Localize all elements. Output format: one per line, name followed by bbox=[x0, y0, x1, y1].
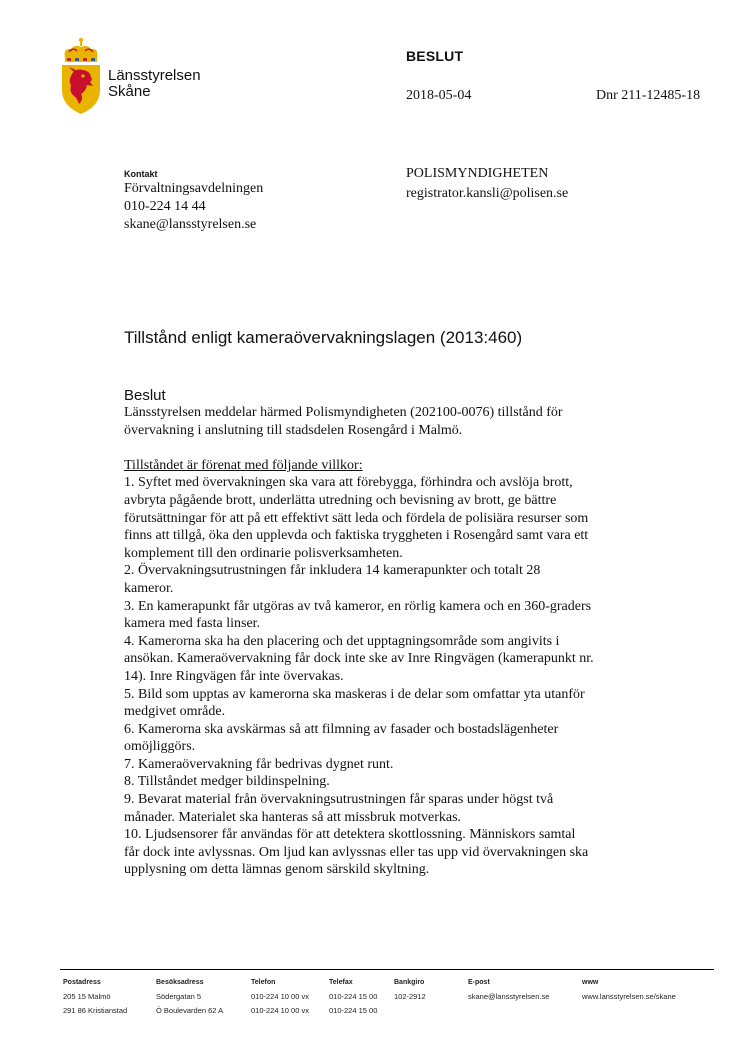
footer-value: Södergatan 5 bbox=[156, 992, 202, 1001]
footer-telefon bbox=[251, 976, 309, 1018]
document-type: BESLUT bbox=[406, 48, 464, 64]
footer-bankgiro bbox=[394, 976, 426, 1004]
footer-value[interactable]: skane@lansstyrelsen.se bbox=[468, 992, 550, 1001]
condition-line: får dock inte avlyssnas. Om ljud kan avlyssnas eller tas upp vid övervakningen ska bbox=[124, 844, 589, 860]
footer-value: 102-2912 bbox=[394, 992, 426, 1001]
condition-line: ansökan. Kameraövervakning får dock inte ske av Inre Ringvägen (kamerapunkt nr. bbox=[124, 651, 594, 667]
condition-line: månader. Materialet ska hanteras så att missbruk motverkas. bbox=[124, 809, 462, 825]
condition-line: komplement till den ordinarie polisverksamheten. bbox=[124, 545, 403, 561]
footer-epost bbox=[468, 976, 549, 1004]
footer-www bbox=[582, 976, 676, 1004]
footer-telefax bbox=[329, 976, 377, 1018]
contact-email[interactable]: skane@lansstyrelsen.se bbox=[124, 217, 257, 232]
contact-label: Kontakt bbox=[124, 169, 158, 179]
condition-line: 9. Bevarat material från övervakningsutrustningen får sparas under högst två bbox=[124, 792, 554, 808]
document-date: 2018-05-04 bbox=[406, 88, 472, 103]
condition-line: 7. Kameraövervakning får bedrivas dygnet runt. bbox=[124, 756, 394, 772]
recipient-block bbox=[406, 164, 568, 204]
lansstyrelsen-logo bbox=[57, 36, 105, 116]
condition-line: 6. Kamerorna ska avskärmas så att filmning av fasader och bostadslägenheter bbox=[124, 721, 559, 737]
footer-besoksadress bbox=[156, 976, 223, 1018]
decision-section bbox=[124, 387, 644, 879]
footer-postadress bbox=[63, 976, 127, 1018]
document-dnr: Dnr 211-12485-18 bbox=[596, 88, 701, 103]
org-name-line1: Länsstyrelsen bbox=[108, 67, 201, 84]
condition-line: 2. Övervakningsutrustningen får inkludera 14 kamerapunkter och totalt 28 bbox=[124, 563, 541, 579]
condition-line: 8. Tillståndet medger bildinspelning. bbox=[124, 774, 330, 790]
recipient-email[interactable]: registrator.kansli@polisen.se bbox=[406, 186, 569, 201]
footer-heading: Telefon bbox=[251, 979, 276, 986]
decision-intro bbox=[124, 404, 644, 439]
condition-line: omöjliggörs. bbox=[124, 739, 196, 755]
conditions-list bbox=[124, 474, 644, 879]
condition-line: medgivet område. bbox=[124, 704, 226, 720]
condition-line: 4. Kamerorna ska ha den placering och det upptagningsområde som angivits i bbox=[124, 633, 560, 649]
footer-divider bbox=[60, 969, 714, 970]
footer-value: 205 15 Malmö bbox=[63, 992, 111, 1001]
footer-value: 291 86 Kristianstad bbox=[63, 1006, 128, 1015]
condition-line: kamera med fasta linser. bbox=[124, 616, 261, 632]
org-name-line2: Skåne bbox=[108, 83, 151, 100]
footer-value: 010-224 10 00 vx bbox=[251, 1006, 309, 1015]
condition-line: kameror. bbox=[124, 580, 174, 596]
footer-heading: Postadress bbox=[63, 979, 101, 986]
footer-heading: Telefax bbox=[329, 979, 353, 986]
condition-line: 14). Inre Ringvägen får inte övervakas. bbox=[124, 668, 344, 684]
condition-line: upplysning om detta lämnas genom särskild skyltning. bbox=[124, 862, 430, 878]
decision-heading: Beslut bbox=[124, 387, 166, 404]
document-title: Tillstånd enligt kameraövervakningslagen (2013:460) bbox=[124, 328, 523, 347]
footer-value: 010-224 15 00 bbox=[329, 1006, 378, 1015]
condition-line: 3. En kamerapunkt får utgöras av två kameror, en rörlig kamera och en 360-graders bbox=[124, 598, 592, 614]
contact-block bbox=[124, 168, 263, 234]
condition-line: 10. Ljudsensorer får användas för att detektera skottlossning. Människors samtal bbox=[124, 827, 576, 843]
contact-department: Förvaltningsavdelningen bbox=[124, 181, 264, 196]
decision-intro-line: Länsstyrelsen meddelar härmed Polismyndigheten (202100-0076) tillstånd för bbox=[124, 405, 563, 420]
coat-of-arms-icon bbox=[57, 36, 105, 116]
footer-heading: E-post bbox=[468, 979, 490, 986]
footer-value[interactable]: www.lansstyrelsen.se/skane bbox=[582, 992, 676, 1001]
footer-value: Ö Boulevarden 62 A bbox=[156, 1006, 224, 1015]
condition-line: avbryta pågående brott, underlätta utredning och bevisning av brott, ge bättre bbox=[124, 492, 557, 508]
footer-value: 010-224 10 00 vx bbox=[251, 992, 309, 1001]
condition-line: 5. Bild som upptas av kamerorna ska maskeras i de delar som omfattar yta utanför bbox=[124, 686, 585, 702]
condition-line: förutsättningar för att på ett effektivt sätt leda och fördela de polisiära resurser som bbox=[124, 510, 589, 526]
footer-value: 010-224 15 00 bbox=[329, 992, 378, 1001]
condition-line: 1. Syftet med övervakningen ska vara att förebygga, förhindra och avslöja brott, bbox=[124, 475, 573, 491]
footer-heading: Bankgiro bbox=[394, 979, 425, 986]
footer-heading: www bbox=[582, 979, 599, 986]
org-name bbox=[108, 68, 201, 100]
condition-line: finns att tillgå, öka den upplevda och faktiska tryggheten i Rosengård samt vara ett bbox=[124, 528, 589, 544]
recipient-name: POLISMYNDIGHETEN bbox=[406, 166, 549, 181]
footer-heading: Besöksadress bbox=[156, 979, 204, 986]
conditions-heading: Tillståndet är förenat med följande villkor: bbox=[124, 457, 363, 473]
contact-phone: 010-224 14 44 bbox=[124, 199, 206, 214]
decision-intro-line: övervakning i anslutning till stadsdelen Rosengård i Malmö. bbox=[124, 422, 463, 438]
crown-icon bbox=[65, 38, 98, 62]
